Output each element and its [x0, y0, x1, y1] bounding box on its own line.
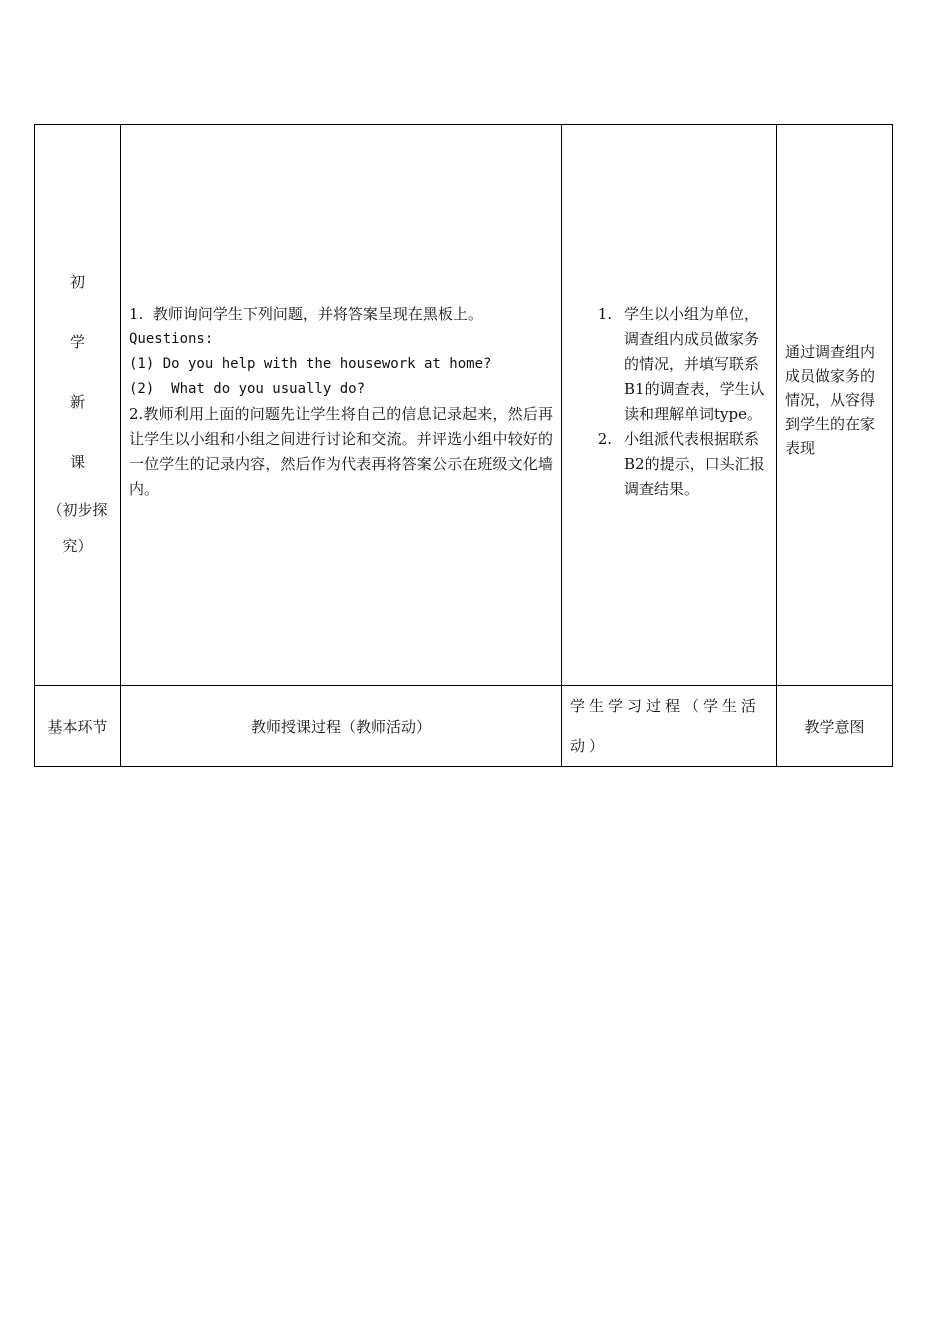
stage-sub-line: （初步探 [47, 501, 108, 519]
header-stage: 基本环节 [35, 686, 121, 767]
header-teacher-process: 教师授课过程（教师活动） [121, 686, 562, 767]
list-item-text: 小组派代表根据联系B2的提示，口头汇报调查结果。 [624, 430, 765, 498]
question-2: (2) What do you usually do? [129, 381, 366, 397]
list-item-text: 学生以小组为单位，调查组内成员做家务的情况，并填写联系B1的调查表，学生认读和理解单词type。 [624, 305, 765, 423]
student-activity-cell [562, 125, 777, 686]
list-item-number: 2. [597, 430, 612, 448]
stage-cell [35, 125, 121, 686]
header-row [35, 686, 893, 767]
list-item [572, 302, 768, 427]
stage-char: 初 [69, 273, 85, 291]
student-activity-list [572, 302, 768, 502]
header-student-process: 学生学习过程（学生活动） [562, 686, 777, 767]
teaching-intent-text: 通过调查组内成员做家务的情况，从容得到学生的在家表现 [785, 343, 876, 457]
list-item-number: 1. [597, 305, 612, 323]
stage-char: 课 [69, 453, 85, 471]
list-item [572, 427, 768, 502]
teacher-activity-cell [121, 125, 562, 686]
header-teaching-intent: 教学意图 [777, 686, 893, 767]
lesson-row [35, 125, 893, 686]
teaching-intent-cell [777, 125, 893, 686]
teacher-item-2: 2.教师利用上面的问题先让学生将自己的信息记录起来，然后再让学生以小组和小组之间进行讨论和交流。并评选小组中较好的一位学生的记录内容，然后作为代表再将答案公示在班级文化墙内。 [129, 405, 553, 498]
stage-char: 学 [69, 333, 85, 351]
stage-sub-line: 究） [62, 537, 93, 555]
lesson-plan-table [34, 124, 893, 767]
stage-char: 新 [69, 393, 85, 411]
teacher-item-1: 1. 教师询问学生下列问题，并将答案呈现在黑板上。 [129, 305, 483, 323]
questions-label: Questions: [129, 331, 214, 347]
question-1: (1) Do you help with the housework at home? [129, 356, 492, 372]
